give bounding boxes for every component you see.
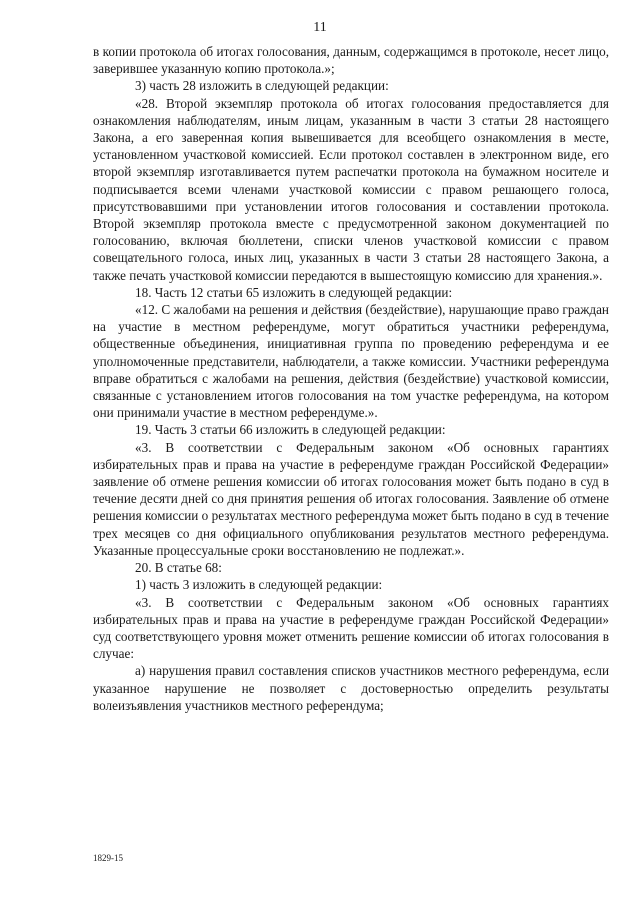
paragraph-11: а) нарушения правил составления списков участников местного референдума, если указанное нарушение не позволяет с достоверностью определить результаты волеизъявления участников местного референдума; <box>93 663 609 713</box>
paragraph-9: 1) часть 3 изложить в следующей редакции: <box>135 577 383 593</box>
paragraph-5: «12. С жалобами на решения и действия (бездействие), нарушающие право граждан на участие в местном референдуме, могут обратиться участники референдума, общественные объединения, инициативная группа по проведению референдума и ее уполномоченные представители, наблюдатели, а также комиссии. Участники референдума вправе обратиться с жалобами на решения, действия (бездействие) участковой комиссии, связанные с установлением итогов голосования на том участке референдума, на котором они принимали участие в местном референдуме.». <box>93 302 609 421</box>
paragraph-4: 18. Часть 12 статьи 65 изложить в следующей редакции: <box>135 284 453 300</box>
paragraph-1: в копии протокола об итогах голосования, данным, содержащимся в протоколе, несет лицо, заверившее указанную копию протокола.»; <box>93 44 609 77</box>
paragraph-2: 3) часть 28 изложить в следующей редакции: <box>135 78 389 94</box>
page-number: 11 <box>313 20 327 35</box>
paragraph-3: «28. Второй экземпляр протокола об итогах голосования предоставляется для ознакомления наблюдателям, иным лицам, указанным в части 3 статьи 28 настоящего Закона, а его заверенная копия вывешивается для всеобщего ознакомления в месте, установленном участковой комиссией. Если протокол составлен в электронном виде, его второй экземпляр изготавливается путем распечатки протокола на бумажном носителе и подписывается всеми членами участковой комиссии с правом решающего голоса, присутствовавшими при установлении итогов голосования и составлении протокола. Второй экземпляр протокола вместе с предусмотренной законом документацией по голосованию, включая бюллетени, списки членов участковой комиссии с правом совещательного голоса, иных лиц, указанных в части 3 статьи 28 настоящего Закона, а также печать участковой комиссии передаются в вышестоящую комиссию для хранения.». <box>93 95 609 283</box>
paragraph-6: 19. Часть 3 статьи 66 изложить в следующей редакции: <box>135 422 446 438</box>
paragraph-10: «3. В соответствии с Федеральным законом «Об основных гарантиях избирательных прав и права на участие в референдуме граждан Российской Федерации» суд соответствующего уровня может отменить решение комиссии об итогах голосования в случае: <box>93 594 609 662</box>
document-body <box>93 43 609 714</box>
paragraph-7: «3. В соответствии с Федеральным законом «Об основных гарантиях избирательных прав и права на участие в референдуме граждан Российской Федерации» заявление об отмене решения комиссии об итогах голосования может быть подано в суд в течение десяти дней со дня принятия решения об итогах голосования. Заявление об отмене решения комиссии о результатах местного референдума может быть подано в суд в течение трех месяцев со дня официального опубликования результатов местного референдума. Указанные процессуальные сроки восстановлению не подлежат.». <box>93 439 609 558</box>
document-code: 1829-15 <box>93 853 123 863</box>
paragraph-8: 20. В статье 68: <box>135 560 222 576</box>
